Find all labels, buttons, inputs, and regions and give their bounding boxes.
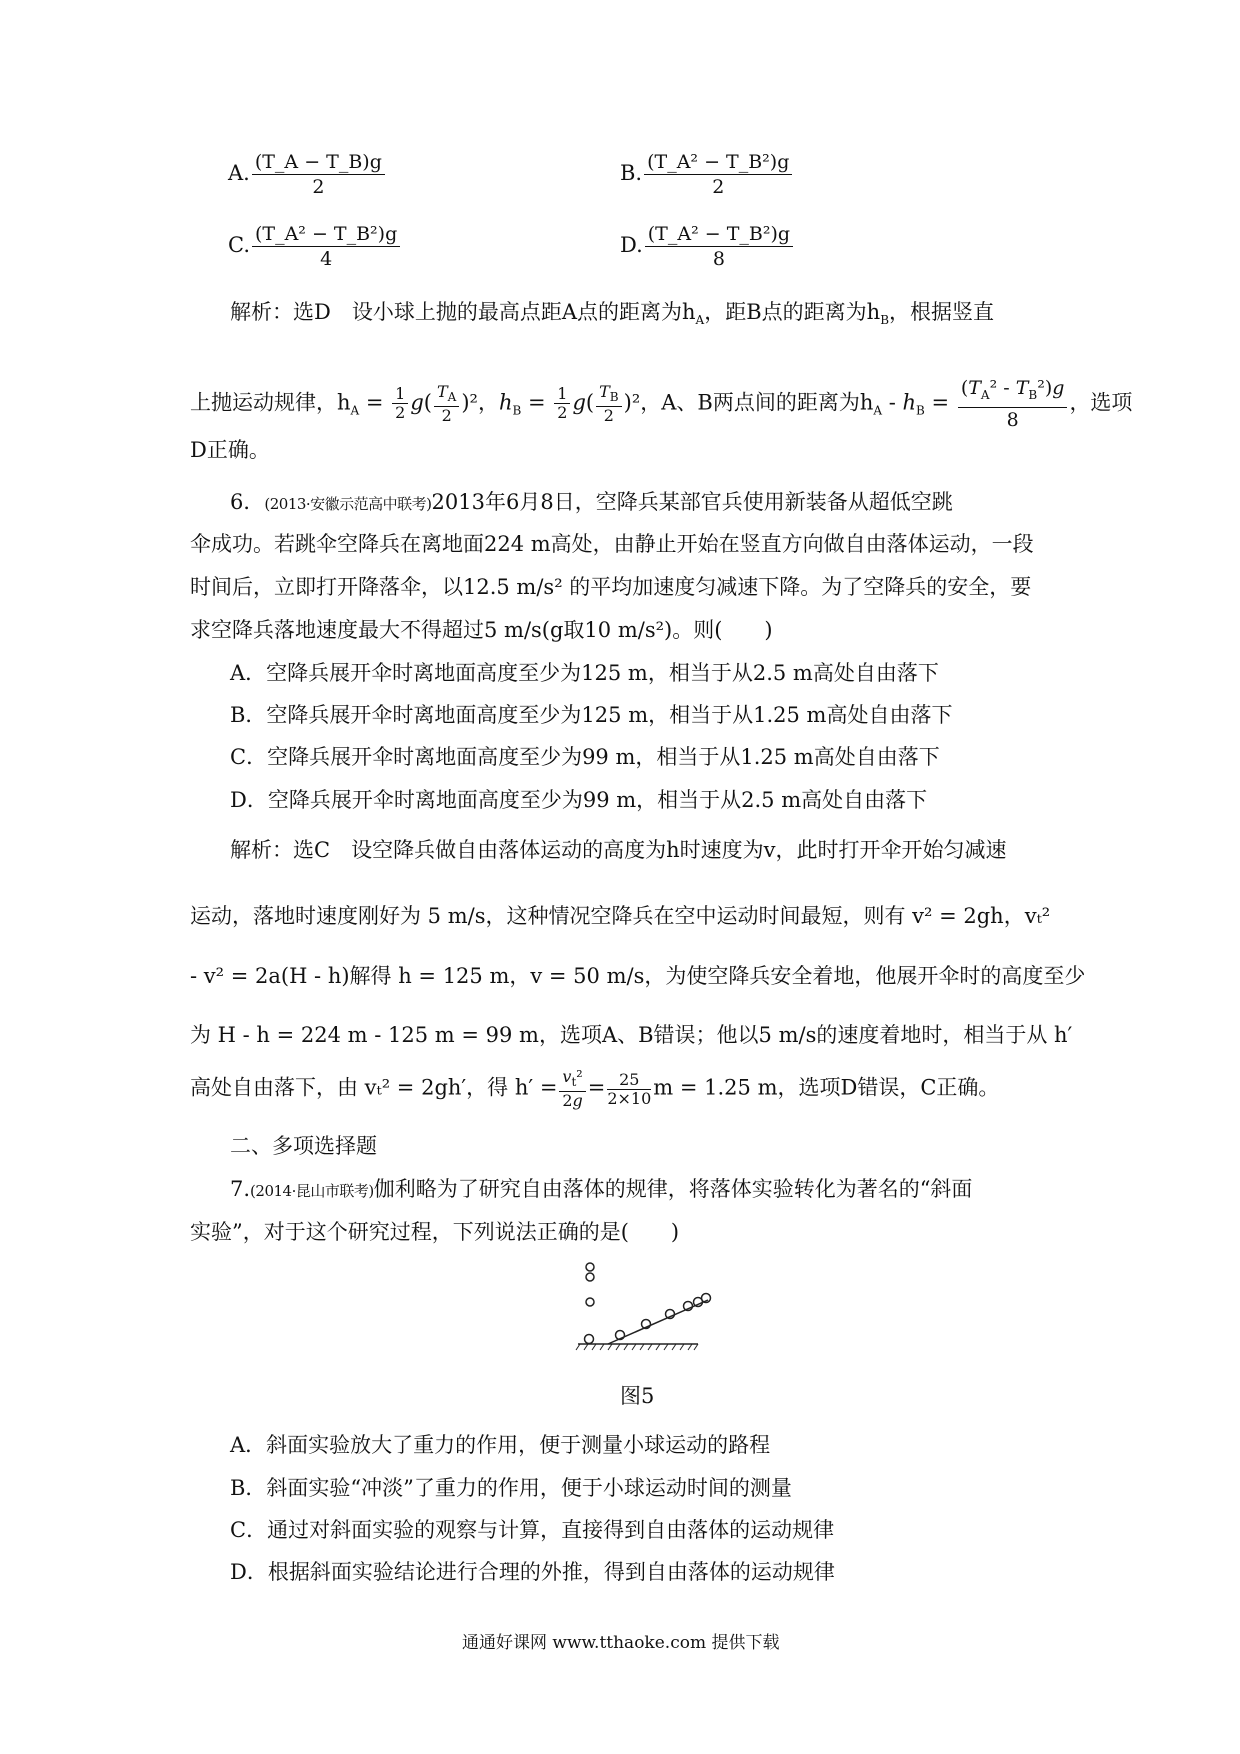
- section-heading: 二、多项选择题: [230, 1134, 377, 1158]
- ground-hatching: [576, 1344, 698, 1350]
- q5-analysis-line-1: 解析：选D 设小球上抛的最高点距A点的距离为$h_A$，距B点的距离为$h_B$，根据竖直: [230, 300, 995, 328]
- q6-stem-line-1: 6．(2013·安徽示范高中联考)2013年6月8日，空降兵某部官兵使用新装备从超低空跳: [230, 490, 953, 514]
- q6-stem-line-3: 时间后，立即打开降落伞，以12.5 m/s² 的平均加速度匀减速下降。为了空降兵的安全，要: [190, 575, 1032, 599]
- q6-analysis-line-3: - v² = 2a(H - h)解得 h = 125 m，v = 50 m/s，为使空降兵安全着地，他展开伞时的高度至少: [190, 964, 1086, 988]
- q6-source: (2013·安徽示范高中联考): [264, 495, 432, 513]
- q5-option-c: C. $\frac{\text{(T\_A² − T\_B²)g}}{4}$: [228, 222, 402, 271]
- q6-analysis-line-2: 运动，落地时速度刚好为 5 m/s，这种情况空降兵在空中运动时间最短，则有 v² = 2gh，vₜ²: [190, 904, 1051, 928]
- q5-option-b: B. $\frac{\text{(T\_A² − T\_B²)g}}{2}$: [620, 150, 794, 199]
- q7-option-b: B．斜面实验“冲淡”了重力的作用，便于小球运动时间的测量: [230, 1476, 792, 1500]
- q5-option-b-fraction: $\frac{\text{(T\_A² − T\_B²)g}}{2}$: [644, 150, 792, 199]
- q5-analysis-line-3: D正确。: [190, 438, 270, 462]
- incline-ball-1: [585, 1335, 594, 1344]
- q5-option-a-fraction: $\frac{(T\_A - T\_B)g}{2}$: [252, 150, 385, 199]
- q6-option-a: A．空降兵展开伞时离地面高度至少为125 m，相当于从2.5 m高处自由落下: [230, 661, 939, 685]
- q7-stem-line-1: 7.(2014·昆山市联考)伽利略为了研究自由落体的规律，将落体实验转化为著名的“斜面: [230, 1177, 973, 1201]
- q6-analysis-line-5: 高处自由落下，由 vₜ² = 2gh′，得 h′ = $\frac{v_t^2}{2g}$ = $\frac{25}{2\times 10}$ m = 1.25 m，选项D错误，C正确。: [190, 1067, 1000, 1111]
- q6-analysis-line-1: 解析：选C 设空降兵做自由落体运动的高度为h时速度为v，此时打开伞开始匀减速: [230, 838, 1007, 862]
- falling-ball-3: [586, 1298, 594, 1306]
- q7-number: 7.: [230, 1177, 251, 1201]
- falling-ball-2: [586, 1273, 594, 1281]
- page-footer: 通通好课网 www.tthaoke.com 提供下载: [462, 1633, 780, 1653]
- q6-number: 6．: [230, 490, 265, 514]
- q7-stem-line-2: 实验”，对于这个研究过程，下列说法正确的是( ): [190, 1220, 680, 1244]
- q6-stem-line-4: 求空降兵落地速度最大不得超过5 m/s(g取10 m/s²)。则( ): [190, 618, 773, 642]
- q6-option-c: C．空降兵展开伞时离地面高度至少为99 m，相当于从1.25 m高处自由落下: [230, 745, 940, 769]
- q5-option-d: D. $\frac{\text{(T\_A² − T\_B²)g}}{8}$: [620, 222, 795, 271]
- q6-option-d: D．空降兵展开伞时离地面高度至少为99 m，相当于从2.5 m高处自由落下: [230, 788, 928, 812]
- q6-analysis-label: 解析：选C: [230, 838, 331, 862]
- q5-analysis-line-2: 上抛运动规律，$h_A$ = $\frac{1}{2}$ g( $\frac{T_A}{2}$ )²，$h_B$ = $\frac{1}{2}$ g( $\frac{T_B}{2}$ )²，A、B两点间的距离为$h_A - h_B$ = $\frac{(T_A^2 - T_B^2)g}{8}$ ，选项: [190, 377, 1133, 431]
- q7-option-a: A．斜面实验放大了重力的作用，便于测量小球运动的路程: [230, 1433, 771, 1457]
- q5-option-d-fraction: $\frac{\text{(T\_A² − T\_B²)g}}{8}$: [645, 222, 793, 271]
- inclined-plane-figure: [568, 1258, 728, 1358]
- q5-option-a: A. $\frac{(T\_A - T\_B)g}{2}$: [228, 150, 387, 199]
- q7-source: (2014·昆山市联考): [250, 1182, 374, 1200]
- q6-option-b: B．空降兵展开伞时离地面高度至少为125 m，相当于从1.25 m高处自由落下: [230, 703, 953, 727]
- q6-stem-line-2: 伞成功。若跳伞空降兵在离地面224 m高处，由静止开始在竖直方向做自由落体运动，一段: [190, 532, 1034, 556]
- falling-ball-1: [586, 1263, 594, 1271]
- q6-analysis-line-4: 为 H - h = 224 m - 125 m = 99 m，选项A、B错误；他以5 m/s的速度着地时，相当于从 h′: [190, 1023, 1073, 1047]
- q5-option-c-fraction: $\frac{\text{(T\_A² − T\_B²)g}}{4}$: [252, 222, 400, 271]
- figure-caption: 图5: [620, 1384, 655, 1408]
- q7-option-d: D．根据斜面实验结论进行合理的外推，得到自由落体的运动规律: [230, 1560, 835, 1584]
- q7-option-c: C．通过对斜面实验的观察与计算，直接得到自由落体的运动规律: [230, 1518, 835, 1542]
- q5-analysis-label: 解析：选D: [230, 300, 331, 324]
